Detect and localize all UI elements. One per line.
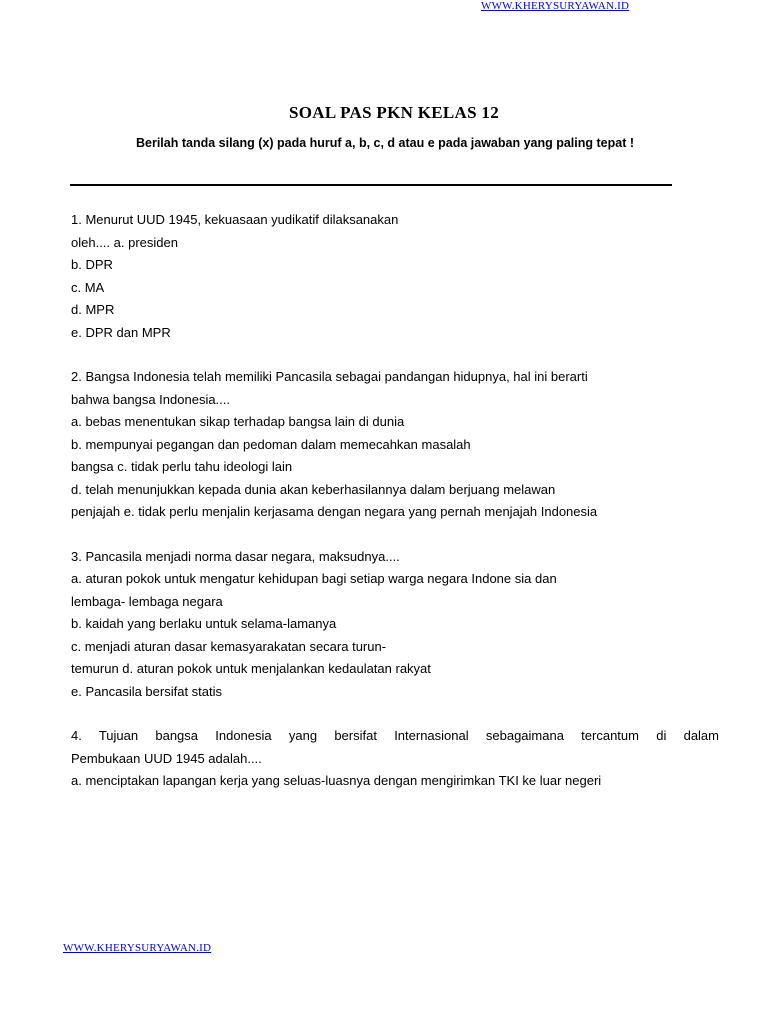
question-2-option: penjajah e. tidak perlu menjalin kerjasama dengan negara yang pernah menjajah Indonesia bbox=[71, 504, 598, 519]
header-website-link[interactable]: WWW.KHERYSURYAWAN.ID bbox=[481, 0, 630, 12]
question-4-line: Pembukaan UUD 1945 adalah.... bbox=[71, 750, 262, 766]
question-3-option: e. Pancasila bersifat statis bbox=[71, 683, 223, 699]
question-3-option: c. menjadi aturan dasar kemasyarakatan secara turun- bbox=[71, 638, 387, 654]
question-spacer bbox=[71, 703, 719, 725]
question-4-option: a. menciptakan lapangan kerja yang seluas-luasnya dengan mengirimkan TKI ke luar negeri bbox=[71, 773, 602, 788]
question-4-stem: 4. Tujuan bangsa Indonesia yang bersifat Internasional sebagaimana tercantum di dalam bbox=[71, 728, 719, 743]
question-3-line: lembaga- lembaga negara bbox=[71, 593, 223, 609]
question-3-stem: 3. Pancasila menjadi norma dasar negara, maksudnya.... bbox=[71, 548, 400, 564]
question-2-line: bahwa bangsa Indonesia.... bbox=[71, 391, 231, 407]
question-1 bbox=[71, 209, 719, 344]
question-spacer bbox=[71, 524, 719, 546]
question-3-option: temurun d. aturan pokok untuk menjalankan kedaulatan rakyat bbox=[71, 661, 431, 676]
footer-website-link[interactable]: WWW.KHERYSURYAWAN.ID bbox=[63, 942, 212, 954]
question-1-option: b. DPR bbox=[71, 257, 113, 272]
question-2-option: b. mempunyai pegangan dan pedoman dalam memecahkan masalah bbox=[71, 436, 471, 452]
question-1-stem: 1. Menurut UUD 1945, kekuasaan yudikatif dilaksanakan bbox=[71, 212, 399, 227]
question-3 bbox=[71, 546, 719, 704]
question-spacer bbox=[71, 344, 719, 366]
question-2-stem: 2. Bangsa Indonesia telah memiliki Pancasila sebagai pandangan hidupnya, hal ini berarti bbox=[71, 369, 588, 384]
document-title: SOAL PAS PKN KELAS 12 bbox=[288, 103, 500, 122]
question-4 bbox=[71, 725, 719, 793]
horizontal-divider bbox=[70, 184, 672, 186]
question-2-option: d. telah menunjukkan kepada dunia akan keberhasilannya dalam berjuang melawan bbox=[71, 481, 556, 497]
question-3-option: a. aturan pokok untuk mengatur kehidupan bagi setiap warga negara Indone sia dan bbox=[71, 571, 557, 586]
question-1-option: c. MA bbox=[71, 279, 105, 295]
question-list bbox=[71, 209, 719, 793]
question-1-option: e. DPR dan MPR bbox=[71, 324, 171, 340]
instruction-text: Berilah tanda silang (x) pada huruf a, b, c, d atau e pada jawaban yang paling tepat ! bbox=[135, 136, 634, 150]
question-3-option: b. kaidah yang berlaku untuk selama-lamanya bbox=[71, 616, 337, 631]
question-2 bbox=[71, 366, 719, 524]
question-1-option: d. MPR bbox=[71, 302, 115, 317]
question-2-option: bangsa c. tidak perlu tahu ideologi lain bbox=[71, 459, 293, 474]
question-1-line: oleh.... a. presiden bbox=[71, 234, 178, 250]
question-2-option: a. bebas menentukan sikap terhadap bangsa lain di dunia bbox=[71, 414, 405, 429]
